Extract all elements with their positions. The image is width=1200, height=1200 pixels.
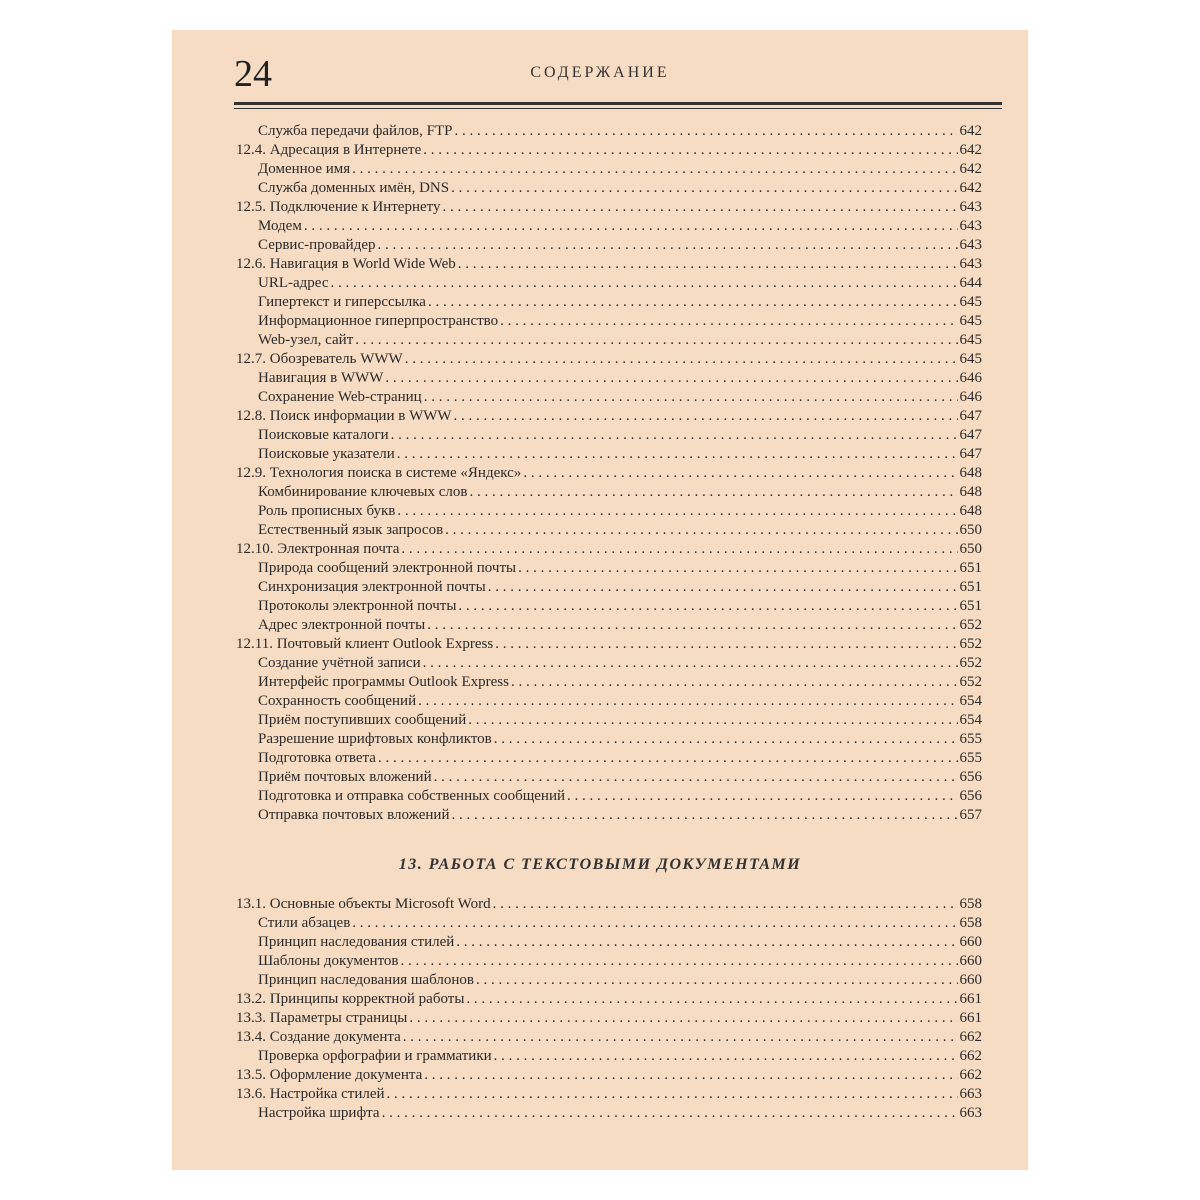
toc-entry-page: 643 — [959, 199, 982, 215]
toc-entry-title: Синхронизация электронной почты — [258, 579, 486, 595]
dot-leader — [466, 990, 957, 1009]
toc-entry-page: 661 — [959, 991, 982, 1007]
toc-entry-title: Гипертекст и гиперссылка — [258, 294, 426, 310]
dot-leader — [469, 483, 957, 502]
toc-entry-page: 662 — [959, 1029, 982, 1045]
dot-leader — [494, 1047, 958, 1066]
page-number: 24 — [234, 53, 272, 95]
toc-entry-page: 645 — [959, 313, 982, 329]
dot-leader — [451, 179, 957, 198]
dot-leader — [428, 293, 958, 312]
toc-entry-title: Информационное гиперпространство — [258, 313, 499, 329]
dot-leader — [523, 464, 957, 483]
toc-section-13 — [236, 895, 982, 1123]
dot-leader — [423, 654, 958, 673]
toc-entry-page: 658 — [959, 896, 982, 912]
toc-entry-page: 647 — [959, 446, 982, 462]
toc-entry-title: 13.2. Принципы корректной работы — [236, 991, 465, 1007]
toc-entry-page: 648 — [959, 465, 982, 481]
chapter-heading: 13. РАБОТА С ТЕКСТОВЫМИ ДОКУМЕНТАМИ — [398, 856, 802, 873]
dot-leader — [424, 1066, 957, 1085]
toc-entry-title: 12.10. Электронная почта — [236, 541, 400, 557]
toc-subsection-entry — [236, 445, 982, 464]
dot-leader — [387, 1085, 958, 1104]
dot-leader — [518, 559, 957, 578]
dot-leader — [456, 933, 957, 952]
toc-entry-page: 645 — [959, 294, 982, 310]
toc-section-entry — [236, 1028, 982, 1047]
toc-entry-title: Приём почтовых вложений — [258, 769, 432, 785]
toc-entry-title: URL-адрес — [258, 275, 329, 291]
toc-entry-title: Отправка почтовых вложений — [258, 807, 450, 823]
toc-entry-title: 12.4. Адресация в Интернете — [236, 142, 422, 158]
toc-subsection-entry — [236, 1047, 982, 1066]
toc-entry-page: 655 — [959, 731, 982, 747]
dot-leader — [511, 673, 958, 692]
toc-subsection-entry — [236, 711, 982, 730]
toc-entry-page: 652 — [959, 655, 982, 671]
toc-subsection-entry — [236, 914, 982, 933]
toc-entry-page: 642 — [959, 161, 982, 177]
dot-leader — [418, 692, 957, 711]
dot-leader — [427, 616, 957, 635]
dot-leader — [355, 331, 957, 350]
toc-subsection-entry — [236, 654, 982, 673]
dot-leader — [500, 312, 957, 331]
dot-leader — [403, 1028, 958, 1047]
toc-subsection-entry — [236, 369, 982, 388]
toc-entry-page: 643 — [959, 218, 982, 234]
toc-entry-title: Сервис-провайдер — [258, 237, 376, 253]
toc-subsection-entry — [236, 768, 982, 787]
dot-leader — [401, 540, 957, 559]
dot-leader — [494, 730, 958, 749]
toc-entry-page: 651 — [959, 560, 982, 576]
toc-entry-title: Принцип наследования шаблонов — [258, 972, 474, 988]
dot-leader — [495, 635, 957, 654]
toc-section-entry — [236, 635, 982, 654]
dot-leader — [391, 426, 958, 445]
toc-entry-title: Поисковые указатели — [258, 446, 395, 462]
toc-entry-page: 652 — [959, 636, 982, 652]
toc-entry-title: Приём поступивших сообщений — [258, 712, 467, 728]
toc-entry-title: Модем — [258, 218, 302, 234]
toc-entry-title: 12.8. Поиск информации в WWW — [236, 408, 452, 424]
toc-entry-page: 651 — [959, 598, 982, 614]
toc-entry-page: 651 — [959, 579, 982, 595]
header-rule-thin — [234, 108, 1002, 109]
toc-entry-title: 13.3. Параметры страницы — [236, 1010, 408, 1026]
dot-leader — [476, 971, 958, 990]
toc-subsection-entry — [236, 160, 982, 179]
toc-entry-title: Адрес электронной почты — [258, 617, 426, 633]
toc-entry-title: 13.5. Оформление документа — [236, 1067, 423, 1083]
toc-entry-page: 645 — [959, 351, 982, 367]
toc-subsection-entry — [236, 749, 982, 768]
toc-entry-title: Создание учётной записи — [258, 655, 421, 671]
toc-subsection-entry — [236, 122, 982, 141]
toc-entry-title: Стили абзацев — [258, 915, 351, 931]
toc-subsection-entry — [236, 578, 982, 597]
toc-section-entry — [236, 1066, 982, 1085]
toc-entry-title: Служба передачи файлов, FTP — [258, 123, 453, 139]
dot-leader — [443, 198, 958, 217]
toc-subsection-entry — [236, 730, 982, 749]
toc-entry-page: 660 — [959, 972, 982, 988]
toc-subsection-entry — [236, 787, 982, 806]
toc-entry-page: 661 — [959, 1010, 982, 1026]
dot-leader — [352, 914, 957, 933]
toc-entry-title: 12.5. Подключение к Интернету — [236, 199, 441, 215]
dot-leader — [423, 141, 957, 160]
dot-leader — [397, 445, 958, 464]
dot-leader — [397, 502, 957, 521]
dot-leader — [385, 369, 957, 388]
toc-section-entry — [236, 990, 982, 1009]
toc-entry-page: 654 — [959, 693, 982, 709]
dot-leader — [382, 1104, 958, 1123]
dot-leader — [493, 895, 958, 914]
toc-entry-page: 642 — [959, 180, 982, 196]
toc-entry-title: Сохранение Web-страниц — [258, 389, 422, 405]
toc-subsection-entry — [236, 426, 982, 445]
toc-entry-title: Интерфейс программы Outlook Express — [258, 674, 509, 690]
toc-section-entry — [236, 255, 982, 274]
toc-entry-title: Подготовка ответа — [258, 750, 376, 766]
dot-leader — [454, 122, 957, 141]
toc-subsection-entry — [236, 971, 982, 990]
toc-subsection-entry — [236, 388, 982, 407]
toc-entry-title: Настройка шрифта — [258, 1105, 380, 1121]
toc-subsection-entry — [236, 179, 982, 198]
toc-subsection-entry — [236, 1104, 982, 1123]
dot-leader — [409, 1009, 957, 1028]
toc-entry-title: Доменное имя — [258, 161, 351, 177]
toc-entry-page: 654 — [959, 712, 982, 728]
dot-leader — [451, 806, 957, 825]
dot-leader — [378, 236, 958, 255]
toc-entry-title: 13.1. Основные объекты Microsoft Word — [236, 896, 491, 912]
toc-section-entry — [236, 464, 982, 483]
toc-entry-page: 657 — [959, 807, 982, 823]
toc-entry-page: 656 — [959, 769, 982, 785]
dot-leader — [401, 952, 958, 971]
dot-leader — [424, 388, 958, 407]
toc-subsection-entry — [236, 597, 982, 616]
toc-entry-page: 660 — [959, 934, 982, 950]
book-page — [172, 30, 1028, 1170]
toc-entry-title: Проверка орфографии и грамматики — [258, 1048, 492, 1064]
toc-entry-title: Web-узел, сайт — [258, 332, 354, 348]
toc-entry-title: Комбинирование ключевых слов — [258, 484, 468, 500]
toc-entry-page: 647 — [959, 408, 982, 424]
running-title: СОДЕРЖАНИЕ — [530, 64, 670, 81]
dot-leader — [304, 217, 958, 236]
toc-subsection-entry — [236, 274, 982, 293]
toc-entry-title: Подготовка и отправка собственных сообщений — [258, 788, 566, 804]
toc-section-entry — [236, 895, 982, 914]
dot-leader — [405, 350, 958, 369]
toc-entry-title: 12.6. Навигация в World Wide Web — [236, 256, 456, 272]
toc-section-entry — [236, 1009, 982, 1028]
dot-leader — [352, 160, 957, 179]
toc-section-entry — [236, 1085, 982, 1104]
toc-entry-title: Естественный язык запросов — [258, 522, 444, 538]
toc-entry-title: Шаблоны документов — [258, 953, 399, 969]
toc-entry-title: Служба доменных имён, DNS — [258, 180, 450, 196]
toc-subsection-entry — [236, 293, 982, 312]
toc-entry-page: 660 — [959, 953, 982, 969]
dot-leader — [445, 521, 957, 540]
header-rule — [234, 102, 1002, 105]
dot-leader — [567, 787, 957, 806]
toc-entry-page: 642 — [959, 123, 982, 139]
toc-section-entry — [236, 198, 982, 217]
dot-leader — [378, 749, 958, 768]
toc-subsection-entry — [236, 236, 982, 255]
toc-section-entry — [236, 350, 982, 369]
toc-entry-page: 662 — [959, 1067, 982, 1083]
toc-entry-title: Поисковые каталоги — [258, 427, 389, 443]
toc-subsection-entry — [236, 483, 982, 502]
toc-entry-page: 652 — [959, 674, 982, 690]
toc-subsection-entry — [236, 559, 982, 578]
dot-leader — [454, 407, 958, 426]
toc-entry-title: 13.6. Настройка стилей — [236, 1086, 385, 1102]
toc-entry-page: 643 — [959, 237, 982, 253]
toc-entry-page: 663 — [959, 1086, 982, 1102]
toc-entry-title: Роль прописных букв — [258, 503, 396, 519]
toc-entry-page: 646 — [959, 389, 982, 405]
toc-subsection-entry — [236, 312, 982, 331]
dot-leader — [458, 255, 958, 274]
toc-entry-page: 662 — [959, 1048, 982, 1064]
toc-entry-title: 12.7. Обозреватель WWW — [236, 351, 403, 367]
toc-section-entry — [236, 141, 982, 160]
toc-entry-page: 656 — [959, 788, 982, 804]
toc-subsection-entry — [236, 933, 982, 952]
toc-entry-title: 13.4. Создание документа — [236, 1029, 401, 1045]
toc-entry-page: 658 — [959, 915, 982, 931]
toc-subsection-entry — [236, 952, 982, 971]
dot-leader — [434, 768, 958, 787]
toc-subsection-entry — [236, 331, 982, 350]
toc-entry-title: Природа сообщений электронной почты — [258, 560, 517, 576]
toc-subsection-entry — [236, 616, 982, 635]
toc-entry-page: 663 — [959, 1105, 982, 1121]
toc-entry-page: 644 — [959, 275, 982, 291]
toc-subsection-entry — [236, 673, 982, 692]
toc-subsection-entry — [236, 217, 982, 236]
toc-entry-page: 643 — [959, 256, 982, 272]
dot-leader — [468, 711, 957, 730]
toc-entry-page: 650 — [959, 541, 982, 557]
toc-subsection-entry — [236, 806, 982, 825]
dot-leader — [330, 274, 957, 293]
toc-section-entry — [236, 540, 982, 559]
toc-entry-title: Сохранность сообщений — [258, 693, 417, 709]
toc-entry-title: 12.9. Технология поиска в системе «Яндекс» — [236, 465, 522, 481]
dot-leader — [488, 578, 958, 597]
toc-entry-page: 650 — [959, 522, 982, 538]
toc-entry-page: 648 — [959, 484, 982, 500]
toc-entry-title: Протоколы электронной почты — [258, 598, 457, 614]
toc-entry-title: 12.11. Почтовый клиент Outlook Express — [236, 636, 494, 652]
toc-entry-page: 642 — [959, 142, 982, 158]
dot-leader — [458, 597, 957, 616]
toc-subsection-entry — [236, 521, 982, 540]
toc-section-12 — [236, 122, 982, 825]
toc-section-entry — [236, 407, 982, 426]
toc-entry-page: 646 — [959, 370, 982, 386]
toc-entry-page: 655 — [959, 750, 982, 766]
toc-entry-page: 648 — [959, 503, 982, 519]
toc-entry-title: Принцип наследования стилей — [258, 934, 455, 950]
toc-entry-page: 645 — [959, 332, 982, 348]
toc-entry-page: 652 — [959, 617, 982, 633]
toc-subsection-entry — [236, 502, 982, 521]
toc-entry-title: Разрешение шрифтовых конфликтов — [258, 731, 492, 747]
toc-entry-title: Навигация в WWW — [258, 370, 384, 386]
toc-subsection-entry — [236, 692, 982, 711]
toc-entry-page: 647 — [959, 427, 982, 443]
